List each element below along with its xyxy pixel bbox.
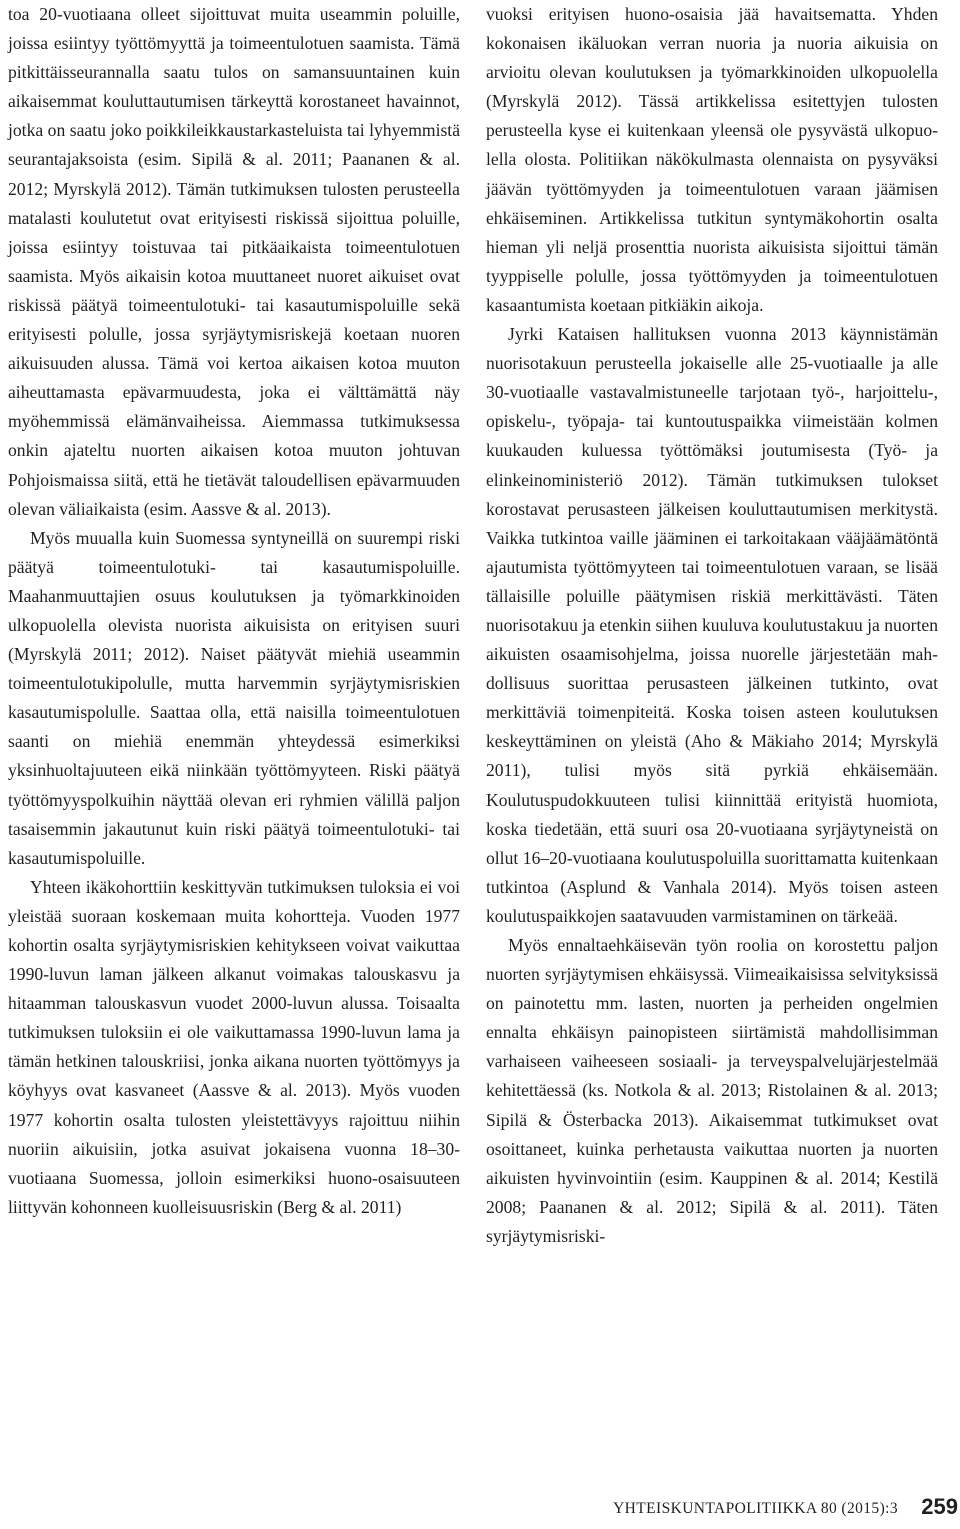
page-number: 259 xyxy=(921,1494,958,1519)
left-column xyxy=(8,0,460,1222)
journal-name: YHTEISKUNTAPOLITIIKKA 80 (2015):3 xyxy=(613,1500,898,1517)
paragraph: Yhteen ikäkohorttiin keskittyvän tutkimuksen tuloksia ei voi yleistää suoraan koskemaan muita kohortteja. Vuoden 1977 kohortin osalta syrjäytymisriskien kehitykseen voivat vaikuttaa 1990-luvun laman jälkeen alkanut voimakas talouskasvu ja hitaamman talouskasvun vuodet 2000-luvun alussa. Toisaalta tutkimuksen tuloksiin ei ole vaikuttamassa 1990-luvun lama ja tämän hetkinen talouskriisi, jonka aikana nuorten työttömyys ja köyhyys ovat kasvaneet (Aassve & al. 2013). Myös vuoden 1977 kohortin osalta tulosten yleistettävyys rajoittuu niihin nuoriin aikuisiin, jotka asuivat jokaisena vuonna 18–30-vuotiaana Suomessa, jolloin esimerkiksi huono-osaisuuteen liittyvän kohonneen kuolleisuusriskin (Berg & al. 2011) xyxy=(8,876,460,1217)
paragraph: Myös muualla kuin Suomessa syntyneillä on suurempi riski päätyä toimeentulotuki- tai kasautumispoluille. Maahanmuuttajien osuus koulutuksen ja työmarkkinoiden ulkopuolella olevista nuorista aikuisista on erityisen suuri (Myrskylä 2011; 2012). Naiset päätyvät miehiä useammin toimeentulotukipolulle, mutta harvemmin syrjäytymisriskien kasautumispolulle. Saattaa olla, että naisilla toimeentulotuen saanti on miehiä enemmän yhteydessä esimerkiksi yksinhuoltajuuteen eikä niinkään työttömyyteen. Riski päätyä työttömyyspolkuihin näyttää olevan eri ryhmien välillä paljon tasaisemmin jakautunut kuin riski päätyä toimeentulotuki- tai kasautumispoluille. xyxy=(8,527,460,868)
page-footer xyxy=(540,1494,960,1524)
paragraph: Jyrki Kataisen hallituksen vuonna 2013 käynnistämän nuorisotakuun perusteella jokaiselle alle 25-vuotiaalle ja alle 30-vuotiaalle vastavalmistuneelle tarjotaan työ-, harjoittelu-, opiskelu-, työpaja- tai kuntoutuspaikka viimeistään kolmen kuukauden kuluessa työttömäksi joutumisesta (Työ- ja elinkeinoministeriö 2012). Tämän tutkimuksen tulokset korostavat perusasteen jälkeisen kouluttautumisen merkitystä. Vaikka tutkintoa vaille jääminen ei tarkoitakaan vääjäämätöntä ajautumista työttömyyteen tai toimeentulotuen varaan, se lisää tällaisille poluille päätymisen riskiä merkittävästi. Täten nuorisotakuu ja etenkin siihen kuuluva koulutustakuu ja nuorten aikuisten osaamisohjelma, joissa nuorelle järjestetään mahdollisuus suorittaa perusasteen jälkeinen tutkinto, ovat merkittäviä toimenpiteitä. Koska toisen asteen koulutuksen keskeyttäminen on yleistä (Aho & Mäkiaho 2014; Myrskylä 2011), tulisi myös sitä pyrkiä ehkäisemään. Koulutuspudokkuuteen tulisi kiinnittää erityistä huomiota, koska tiedetään, että suuri osa 20-vuotiaana syrjäytyneistä on ollut 16–20-vuotiaana koulutuspoluilla suorittamatta kuitenkaan tutkintoa (Asplund & Vanhala 2014). Myös toisen asteen koulutuspaikkojen saatavuuden varmistaminen on tärkeää. xyxy=(486,324,938,926)
paragraph: Myös ennaltaehkäisevän työn roolia on korostettu paljon nuorten syrjäytymisen ehkäisyssä. Viimeaikaisissa selvityksissä on painotettu mm. lasten, nuorten ja perheiden ongelmien ennalta ehkäisyn painopisteen siirtämistä mahdollisimman varhaiseen vaiheeseen sosiaali- ja terveyspalvelujärjestelmää kehitettäessä (ks. Notkola & al. 2013; Ristolainen & al. 2013; Sipilä & Österbacka 2013). Aikaisemmat tutkimukset ovat osoittaneet, kuinka perhetausta vaikuttaa nuorten ja nuorten aikuisten hyvinvointiin (esim. Kauppinen & al. 2014; Kestilä 2008; Paananen & al. 2012; Sipilä & al. 2011). Täten syrjäytymisriski- xyxy=(486,935,938,1246)
right-column xyxy=(486,0,938,1251)
paragraph: vuoksi erityisen huono-osaisia jää havaitsematta. Yhden kokonaisen ikäluokan verran nuoria ja nuoria aikuisia on arvioitu olevan koulutuksen ja työmarkkinoiden ulkopuolella (Myrskylä 2012). Tässä artikkelissa esitettyjen tulosten perusteella kyse ei kuitenkaan yleensä ole pysyvästä ulkopuolella olosta. Politiikan näkökulmasta olennaista on pysyväksi jäävän työttömyyden ja toimeentulotuen varaan jäämisen ehkäiseminen. Artikkelissa tutkitun syntymäkohortin osalta hieman yli neljä prosenttia nuorista aikuisista sijoittui tämän tyyppiselle polulle, jossa työttömyyden ja toimeentulotuen kasaantumista koetaan pitkiäkin aikoja. xyxy=(486,4,938,315)
paragraph: toa 20-vuotiaana olleet sijoittuvat muita useammin poluille, joissa esiintyy työttömyyttä ja toimeentulotuen saamista. Tämä pitkittäisseurannalla saatu tulos on samansuuntainen kuin aikaisemmat kouluttautumisen tärkeyttä korostaneet havainnot, jotka on saatu joko poikkileikkaustarkasteluista tai lyhyemmistä seurantajaksoista (esim. Sipilä & al. 2011; Paananen & al. 2012; Myrskylä 2012). Tämän tutkimuksen tulosten perusteella matalasti koulutetut ovat erityisesti riskissä sijoittua poluille, joissa esiintyy toistuvaa tai pitkäaikaista toimeentulotuen saamista. Myös aikaisin kotoa muuttaneet nuoret aikuiset ovat riskissä päätyä toimeentulotuki- tai kasautumispoluille sekä erityisesti polulle, jossa syrjäytymisriskejä koetaan nuoren aikuisuuden alussa. Tämä voi kertoa aikaisen kotoa muuton aiheuttamasta epävarmuudesta, joka ei välttämättä näy myöhemmissä elämänvaiheissa. Aiemmassa tutkimuksessa onkin ajateltu nuorten aikaisen kotoa muuton johtuvan Pohjoismaissa siitä, että he tietävät taloudellisen epävarmuuden olevan väliaikaista (esim. Aassve & al. 2013). xyxy=(8,4,460,519)
